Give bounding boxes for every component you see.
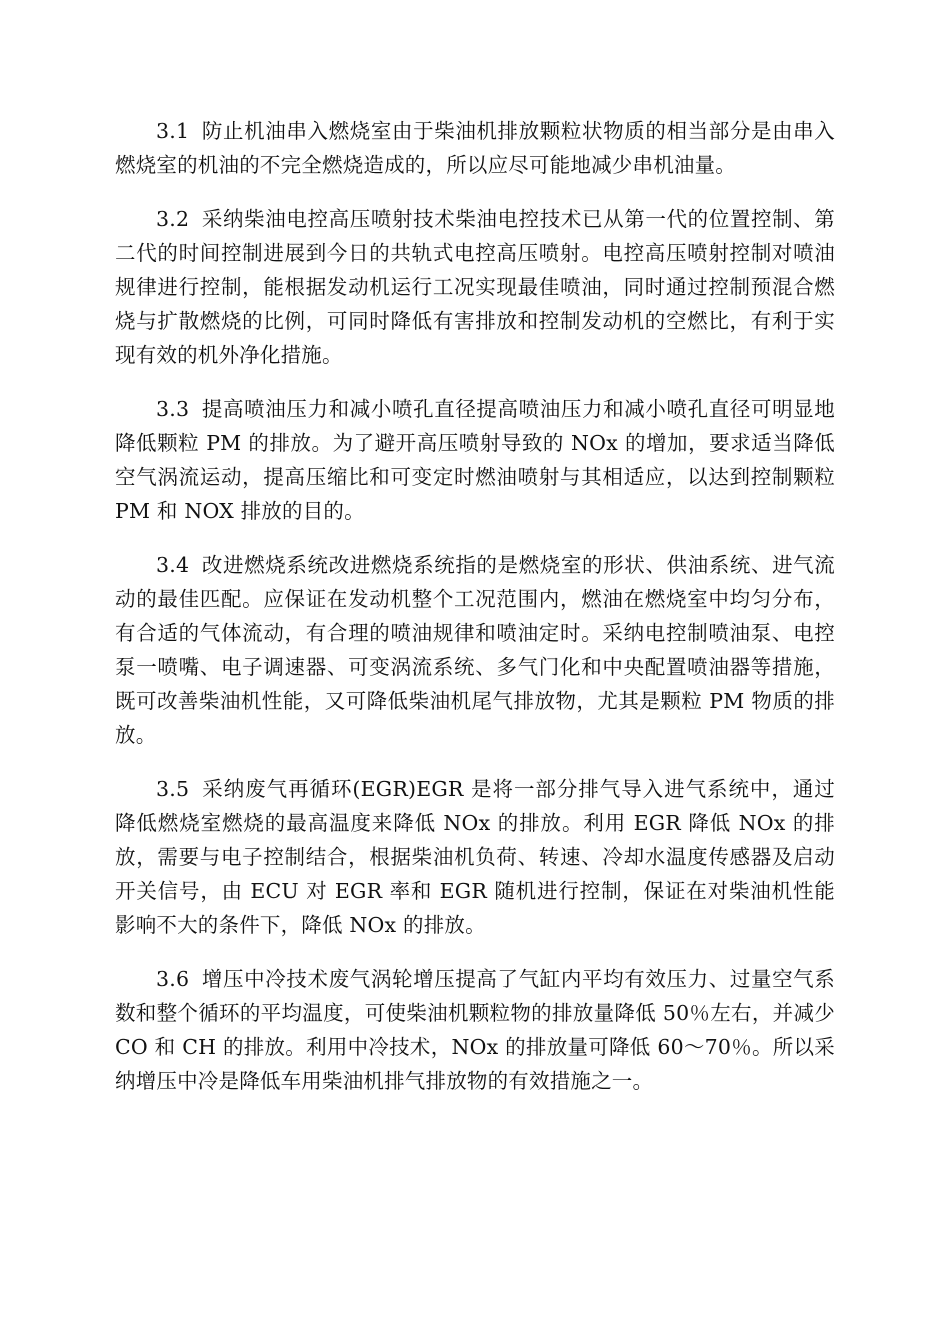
section-number: 3.2 bbox=[156, 207, 190, 231]
paragraph-3-5 bbox=[115, 772, 835, 942]
paragraph-3-6 bbox=[115, 962, 835, 1098]
paragraph-text: 采纳废气再循环(EGR)EGR 是将一部分排气导入进气系统中，通过降低燃烧室燃烧的最高温度来降低 NOx 的排放。利用 EGR 降低 NOx 的排放，需要与电子控制结合，根据柴油机负荷、转速、冷却水温度传感器及启动开关信号，由 ECU 对 EGR 率和 EGR 随机进行控制，保证在对柴油机性能影响不大的条件下，降低 NOx 的排放。 bbox=[115, 777, 835, 937]
section-number: 3.1 bbox=[156, 119, 190, 143]
paragraph-3-2 bbox=[115, 202, 835, 372]
section-number: 3.5 bbox=[156, 777, 190, 801]
section-number: 3.4 bbox=[156, 553, 190, 577]
document-body bbox=[115, 114, 835, 1098]
paragraph-text: 采纳柴油电控高压喷射技术柴油电控技术已从第一代的位置控制、第二代的时间控制进展到今日的共轨式电控高压喷射。电控高压喷射控制对喷油规律进行控制，能根据发动机运行工况实现最佳喷油，同时通过控制预混合燃烧与扩散燃烧的比例，可同时降低有害排放和控制发动机的空燃比，有利于实现有效的机外净化措施。 bbox=[115, 207, 835, 367]
paragraph-text: 改进燃烧系统改进燃烧系统指的是燃烧室的形状、供油系统、进气流动的最佳匹配。应保证在发动机整个工况范围内，燃油在燃烧室中均匀分布，有合适的气体流动，有合理的喷油规律和喷油定时。采纳电控制喷油泵、电控泵一喷嘴、电子调速器、可变涡流系统、多气门化和中央配置喷油器等措施，既可改善柴油机性能，又可降低柴油机尾气排放物，尤其是颗粒 PM 物质的排放。 bbox=[115, 553, 835, 747]
paragraph-text: 防止机油串入燃烧室由于柴油机排放颗粒状物质的相当部分是由串入燃烧室的机油的不完全燃烧造成的，所以应尽可能地减少串机油量。 bbox=[115, 119, 835, 177]
paragraph-3-1 bbox=[115, 114, 835, 182]
paragraph-3-3 bbox=[115, 392, 835, 528]
paragraph-text: 增压中冷技术废气涡轮增压提高了气缸内平均有效压力、过量空气系数和整个循环的平均温度，可使柴油机颗粒物的排放量降低 50％左右，并减少 CO 和 CH 的排放。利用中冷技术，NOx 的排放量可降低 60～70％。所以采纳增压中冷是降低车用柴油机排气排放物的有效措施之一。 bbox=[115, 967, 835, 1093]
section-number: 3.6 bbox=[156, 967, 190, 991]
paragraph-text: 提高喷油压力和减小喷孔直径提高喷油压力和减小喷孔直径可明显地降低颗粒 PM 的排放。为了避开高压喷射导致的 NOx 的增加，要求适当降低空气涡流运动，提高压缩比和可变定时燃油喷射与其相适应，以达到控制颗粒 PM 和 NOX 排放的目的。 bbox=[115, 397, 835, 523]
section-number: 3.3 bbox=[156, 397, 190, 421]
paragraph-3-4 bbox=[115, 548, 835, 752]
